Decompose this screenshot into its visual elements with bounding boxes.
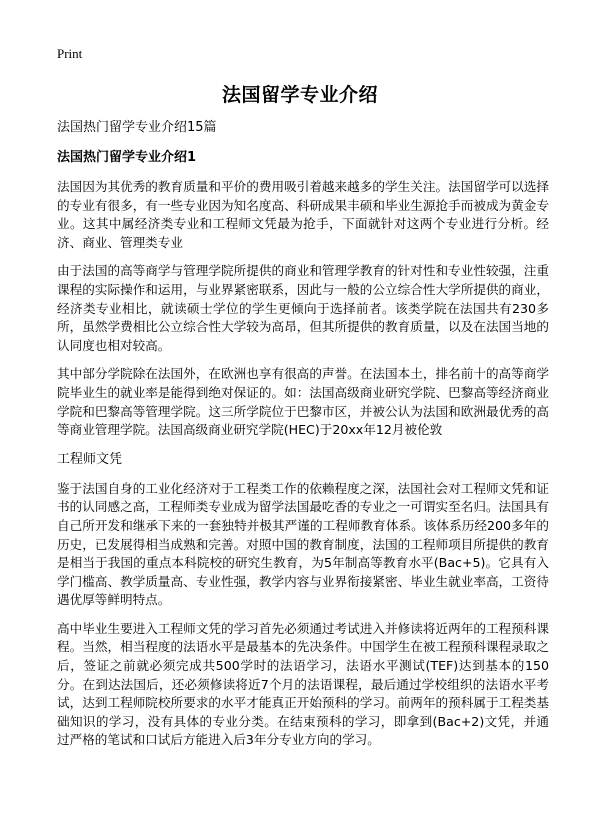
- section-heading: 法国热门留学专业介绍1: [57, 150, 197, 165]
- paragraph-business-schools: 由于法国的高等商学与管理学院所提供的商业和管理学教育的针对性和专业性较强，注重课程的实际操作和运用，与业界紧密联系，因此与一般的公立综合性大学所提供的商业，经济类专业相比，就读硕士学位的学生更倾向于选择前者。该类学院在法国共有230多所，虽然学费相比公立综合性大学较为高昂，但其所提供的教育质量，以及在法国当地的认同度也相对较高。: [57, 263, 549, 353]
- page-title: 法国留学专业介绍: [221, 84, 378, 106]
- paragraph-intro: 法国因为其优秀的教育质量和平价的费用吸引着越来越多的学生关注。法国留学可以选择的专业有很多，有一些专业因为知名度高、科研成果丰硕和毕业生源抢手而被成为黄金专业。这其中属经济类专业和工程师文凭最为抢手，下面就针对这两个专业进行分析。经济、商业、管理类专业: [57, 179, 549, 250]
- paragraph-engineering-system: 鉴于法国自身的工业化经济对于工程类工作的依赖程度之深，法国社会对工程师文凭和证书的认同感之高，工程师类专业成为留学法国最吃香的专业之一可谓实至名归。法国具有自己所开发和继承下来的一套独特并极其严谨的工程师教育体系。该体系历经200多年的历史，已发展得相当成熟和完善。对照中国的教育制度，法国的工程师项目所提供的教育是相当于我国的重点本科院校的研究生教育，为5年制高等教育水平(Bac+5)。它具有入学门槛高、教学质量高、专业性强，教学内容与业界衔接紧密、毕业生就业率高，工资待遇优厚等鲜明特点。: [57, 480, 549, 608]
- print-label: Print: [57, 46, 83, 61]
- engineering-heading: 工程师文凭: [57, 451, 123, 467]
- paragraph-top-schools: 其中部分学院除在法国外，在欧洲也享有很高的声誉。在法国本土，排名前十的高等商学院毕业生的就业率是能得到绝对保证的。如：法国高级商业研究学院、巴黎高等经济商业学院和巴黎高等管理学院。这三所学院位于巴黎市区，并被公认为法国和欧洲最优秀的高等商业管理学院。法国高级商业研究学院(HEC)于20xx年12月被伦敦: [57, 366, 549, 438]
- paragraph-engineering-admission: 高中毕业生要进入工程师文凭的学习首先必须通过考试进入并修读将近两年的工程预科课程。当然，相当程度的法语水平是最基本的先决条件。中国学生在被工程预科课程录取之后，签证之前就必须完成共500学时的法语学习，法语水平测试(TEF)达到基本的150分。在到达法国后，还必须修读将近7个月的法语课程，最后通过学校组织的法语水平考试，达到工程师院校所要求的水平才能真正开始预科的学习。前两年的预科属于工程类基础知识的学习，没有具体的专业分类。在结束预科的学习，即拿到(Bac+2)文凭，并通过严格的笔试和口试后方能进入后3年分专业方向的学习。: [57, 620, 549, 748]
- document-body: [57, 118, 549, 760]
- document-subtitle: 法国热门留学专业介绍15篇: [57, 120, 217, 135]
